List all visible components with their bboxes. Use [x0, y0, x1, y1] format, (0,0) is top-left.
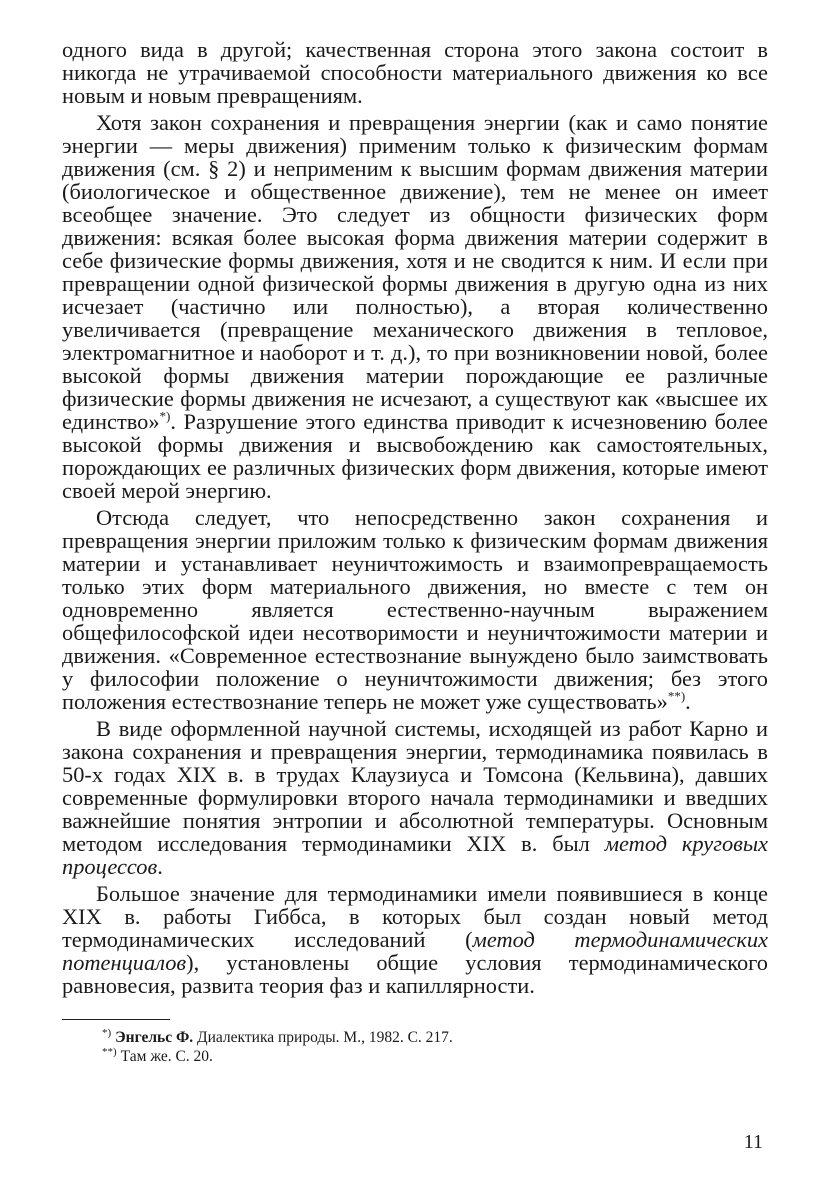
page-body: [62, 38, 768, 1066]
footnote-ref-2[interactable]: **): [667, 688, 686, 704]
paragraph-gibbs: [62, 882, 768, 997]
footnote-divider: [62, 1019, 170, 1020]
paragraph-text: одного вида в другой; качественная сторона этого закона состоит в никогда не утрачиваемой способности материального движения ко все новым и новым превращениям.: [62, 37, 768, 108]
footnote-text: Там же. С. 20.: [120, 1048, 213, 1065]
paragraph-energy-law: [62, 111, 768, 502]
paragraph-text: Хотя закон сохранения и превращения энергии (как и само понятие энергии — меры движения) применим только к физическим формам движения (см. § 2) и неприменим к высшим формам движения материи (биологическое и общественное движение), тем не менее он имеет всеобщее значение. Это следует из общности физических форм движения: всякая более высокая форма движения материи содержит в себе физические формы движения, хотя и не сводится к ним. И если при превращении одной физической формы движения в другую одна из них исчезает (частично или полностью), а вторая количественно увеличивается (превращение механического движения в тепловое, электромагнитное и наоборот и т. д.), то при возникновении новой, более высокой формы движения материи порождающие ее различные физические формы движения не исчезают, а существуют как «высшее их единство»: [62, 110, 768, 434]
footnote-author: Энгельс Ф.: [115, 1029, 194, 1046]
paragraph-thermodynamics-history: [62, 717, 768, 878]
paragraph-text: .: [157, 854, 163, 879]
paragraph-text: Большое значение для термодинамики имели появившиеся в конце XIX в. работы Гиббса, в которых был создан новый метод термодинамических исследований (: [62, 881, 768, 952]
paragraph-continuation: [62, 38, 768, 107]
emphasis-thermodynamic-potentials: метод термодинамических потенциалов: [62, 927, 768, 975]
paragraph-consequence: [62, 506, 768, 713]
footnote-mark: *): [102, 1026, 112, 1039]
footnote-2: [62, 1047, 768, 1066]
footnote-ref-1[interactable]: *): [159, 408, 171, 424]
page-number: 11: [743, 1131, 763, 1153]
paragraph-text: .: [685, 689, 691, 714]
footnote-1: [62, 1028, 768, 1047]
paragraph-text: . Разрушение этого единства приводит к исчезновению более высокой формы движения и высвобождению как самостоятельных, порождающих ее различных физических форм движения, которые имеют своей мерой энергию.: [62, 409, 768, 503]
paragraph-text: В виде оформленной научной системы, исходящей из работ Карно и закона сохранения и превращения энергии, термодинамика появилась в 50-х годах XIX в. в трудах Клаузиуса и Томсона (Кельвина), давших современные формулировки второго начала термодинамики и введших важнейшие понятия энтропии и абсолютной температуры. Основным методом исследования термодинамики XIX в. был: [62, 716, 768, 856]
paragraph-text: ), установлены общие условия термодинамического равновесия, развита теория фаз и капиллярности.: [62, 950, 768, 998]
emphasis-circular-processes: метод круговых процессов: [62, 831, 768, 879]
footnote-mark: **): [102, 1045, 117, 1058]
footnote-text: Диалектика природы. М., 1982. С. 217.: [193, 1029, 453, 1046]
paragraph-text: Отсюда следует, что непосредственно закон сохранения и превращения энергии приложим только к физическим формам движения материи и устанавливает неуничтожимость и взаимопревращаемость только этих форм материального движения, но вместе с тем он одновременно является естественно-научным выражением общефилософской идеи несотворимости и неуничтожимости материи и движения. «Современное естествознание вынуждено было заимствовать у философии положение о неуничтожимости движения; без этого положения естествознание теперь не может уже существовать»: [62, 505, 768, 714]
